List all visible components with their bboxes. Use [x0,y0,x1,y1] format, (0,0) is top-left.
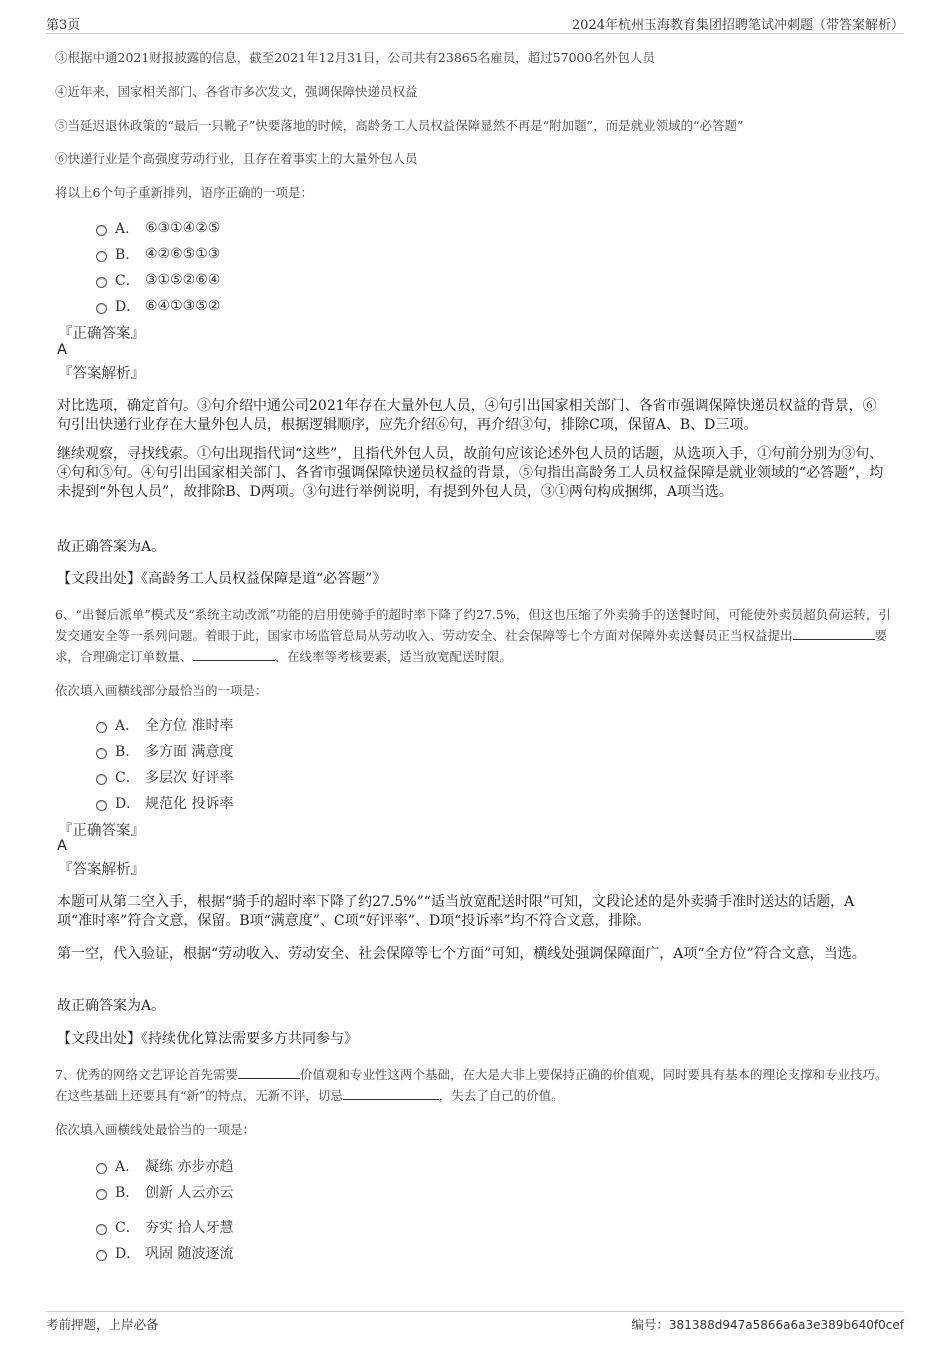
radio-button[interactable] [96,225,107,236]
question-stem: 7、优秀的网络文艺评论首先需要 价值观和专业性这两个基础，在大是大非上要保持正确的价值观，同时要具有基本的理论支撑和专业技巧。在这些基础上还要具有“新”的特点，无新不评，切忌 ，失去了自己的价值。 [55,1067,888,1103]
radio-button[interactable] [96,774,107,785]
radio-button[interactable] [96,303,107,314]
option-text: 多方面 满意度 [145,744,234,760]
option-text: ⑥④①③⑤② [145,298,221,314]
option-b[interactable]: B． ④②⑥⑤①③ [96,244,220,264]
question-prompt: 将以上6个句子重新排列，语序正确的一项是： [55,185,313,200]
option-text: 多层次 好评率 [145,770,234,786]
option-text: 巩固 随波逐流 [145,1246,234,1262]
fill-blank [238,1067,300,1079]
option-text: 夯实 拾人牙慧 [145,1220,234,1236]
option-text: ③①⑤②⑥④ [145,272,221,288]
analysis-paragraph: 第一空，代入验证，根据“劳动收入、劳动安全、社会保障等七个方面”可知，横线处强调保障面广，A项“全方位”符合文意，当选。 [57,946,866,962]
page-header [46,12,904,34]
conclusion: 故正确答案为A。 [57,998,166,1014]
analysis-paragraph: 本题可从第二空入手，根据“骑手的超时率下降了约27.5%”“适当放宽配送时限”可知，文段论述的是外卖骑手准时送达的话题，A项“准时率”符合文意，保留。B项“满意度”、C项“好评率”、D项“投诉率”均不符合文意，排除。 [57,894,855,929]
answer-label: 『正确答案』 [58,326,145,342]
option-a[interactable]: A． 全方位 准时率 [96,715,233,735]
option-text: 创新 人云亦云 [145,1185,234,1201]
analysis-label: 『答案解析』 [58,862,145,878]
page-number: 第3页 [46,18,81,33]
document-code: 编号：381388d947a5866a6a3e389b640f0cef [631,1317,904,1332]
radio-button[interactable] [96,1163,107,1174]
sentence-5: ⑤当延迟退休政策的“最后一只靴子”快要落地的时候，高龄务工人员权益保障显然不再是“附加题”，而是就业领域的“必答题” [55,118,744,133]
option-c[interactable]: C． 多层次 好评率 [96,767,233,787]
radio-button[interactable] [96,251,107,262]
question-prompt: 依次填入画横线处最恰当的一项是： [55,1122,256,1137]
radio-button[interactable] [96,722,107,733]
sentence-3: ③根据中通2021财报披露的信息，截至2021年12月31日，公司共有23865名雇员，超过57000名外包人员 [55,50,655,65]
footer-slogan: 考前押题，上岸必备 [46,1317,159,1332]
answer-label: 『正确答案』 [58,823,145,839]
option-text: ④②⑥⑤①③ [145,246,221,262]
option-c[interactable]: C． ③①⑤②⑥④ [96,270,220,290]
option-text: 规范化 投诉率 [145,796,234,812]
option-d[interactable]: D． 规范化 投诉率 [96,793,233,813]
option-d[interactable]: D． ⑥④①③⑤② [96,296,220,316]
fill-blank [793,628,875,640]
sentence-4: ④近年来，国家相关部门、各省市多次发文，强调保障快递员权益 [55,84,418,99]
option-text: 全方位 准时率 [145,718,234,734]
radio-button[interactable] [96,1224,107,1235]
option-b[interactable]: B． 多方面 满意度 [96,741,233,761]
option-b[interactable]: B． 创新 人云亦云 [96,1182,233,1202]
question-stem: 6、“出餐后派单”模式及“系统主动改派”功能的启用使骑手的超时率下降了约27.5%，但这也压缩了外卖骑手的送餐时间，可能使外卖员超负荷运转，引发交通安全等一系列问题。着眼于此，国家市场监管总局从劳动收入、劳动安全、社会保障等七个方面对保障外卖送餐员正当权益提出 要求，合理确定订单数量、 、在线率等考核要素，适当放宽配送时限。 [55,607,891,664]
fill-blank [343,1088,439,1100]
fill-blank [193,649,275,661]
radio-button[interactable] [96,800,107,811]
sentence-6: ⑥快递行业是个高强度劳动行业，且存在着事实上的大量外包人员 [55,151,418,166]
correct-answer: A [57,342,67,358]
question-prompt: 依次填入画横线部分最恰当的一项是： [55,683,268,698]
page-footer [46,1311,904,1335]
conclusion: 故正确答案为A。 [57,539,166,555]
source-citation: 【文段出处】《高龄务工人员权益保障是道“必答题”》 [57,571,387,587]
radio-button[interactable] [96,1250,107,1261]
analysis-label: 『答案解析』 [58,366,145,382]
radio-button[interactable] [96,1189,107,1200]
option-c[interactable]: C． 夯实 拾人牙慧 [96,1217,233,1237]
correct-answer: A [57,838,67,854]
option-text: 凝练 亦步亦趋 [145,1159,234,1175]
option-a[interactable]: A． 凝练 亦步亦趋 [96,1156,233,1176]
analysis-paragraph: 对比选项，确定首句。③句介绍中通公司2021年存在大量外包人员，④句引出国家相关部门、各省市强调保障快递员权益的背景，⑥句引出快递行业存在大量外包人员，根据逻辑顺序，应先介绍⑥句，再介绍③句，排除C项，保留A、B、D三项。 [57,398,877,433]
document-title: 2024年杭州玉海教育集团招聘笔试冲刺题（带答案解析） [571,18,904,33]
radio-button[interactable] [96,277,107,288]
option-a[interactable]: A． ⑥③①④②⑤ [96,218,220,238]
source-citation: 【文段出处】《持续优化算法需要多方共同参与》 [57,1031,358,1047]
option-d[interactable]: D． 巩固 随波逐流 [96,1243,233,1263]
radio-button[interactable] [96,748,107,759]
option-text: ⑥③①④②⑤ [145,220,221,236]
analysis-paragraph: 继续观察，寻找线索。①句出现指代词“这些”，且指代外包人员，故前句应该论述外包人员的话题，从选项入手，①句前分别为③句、④句和⑤句。④句引出国家相关部门、各省市强调保障快递员权益的背景，⑤句指出高龄务工人员权益保障是就业领域的“必答题”，均未提到“外包人员”，故排除B、D两项。③句进行举例说明，有提到外包人员，③①两句构成捆绑，A项当选。 [57,446,884,500]
